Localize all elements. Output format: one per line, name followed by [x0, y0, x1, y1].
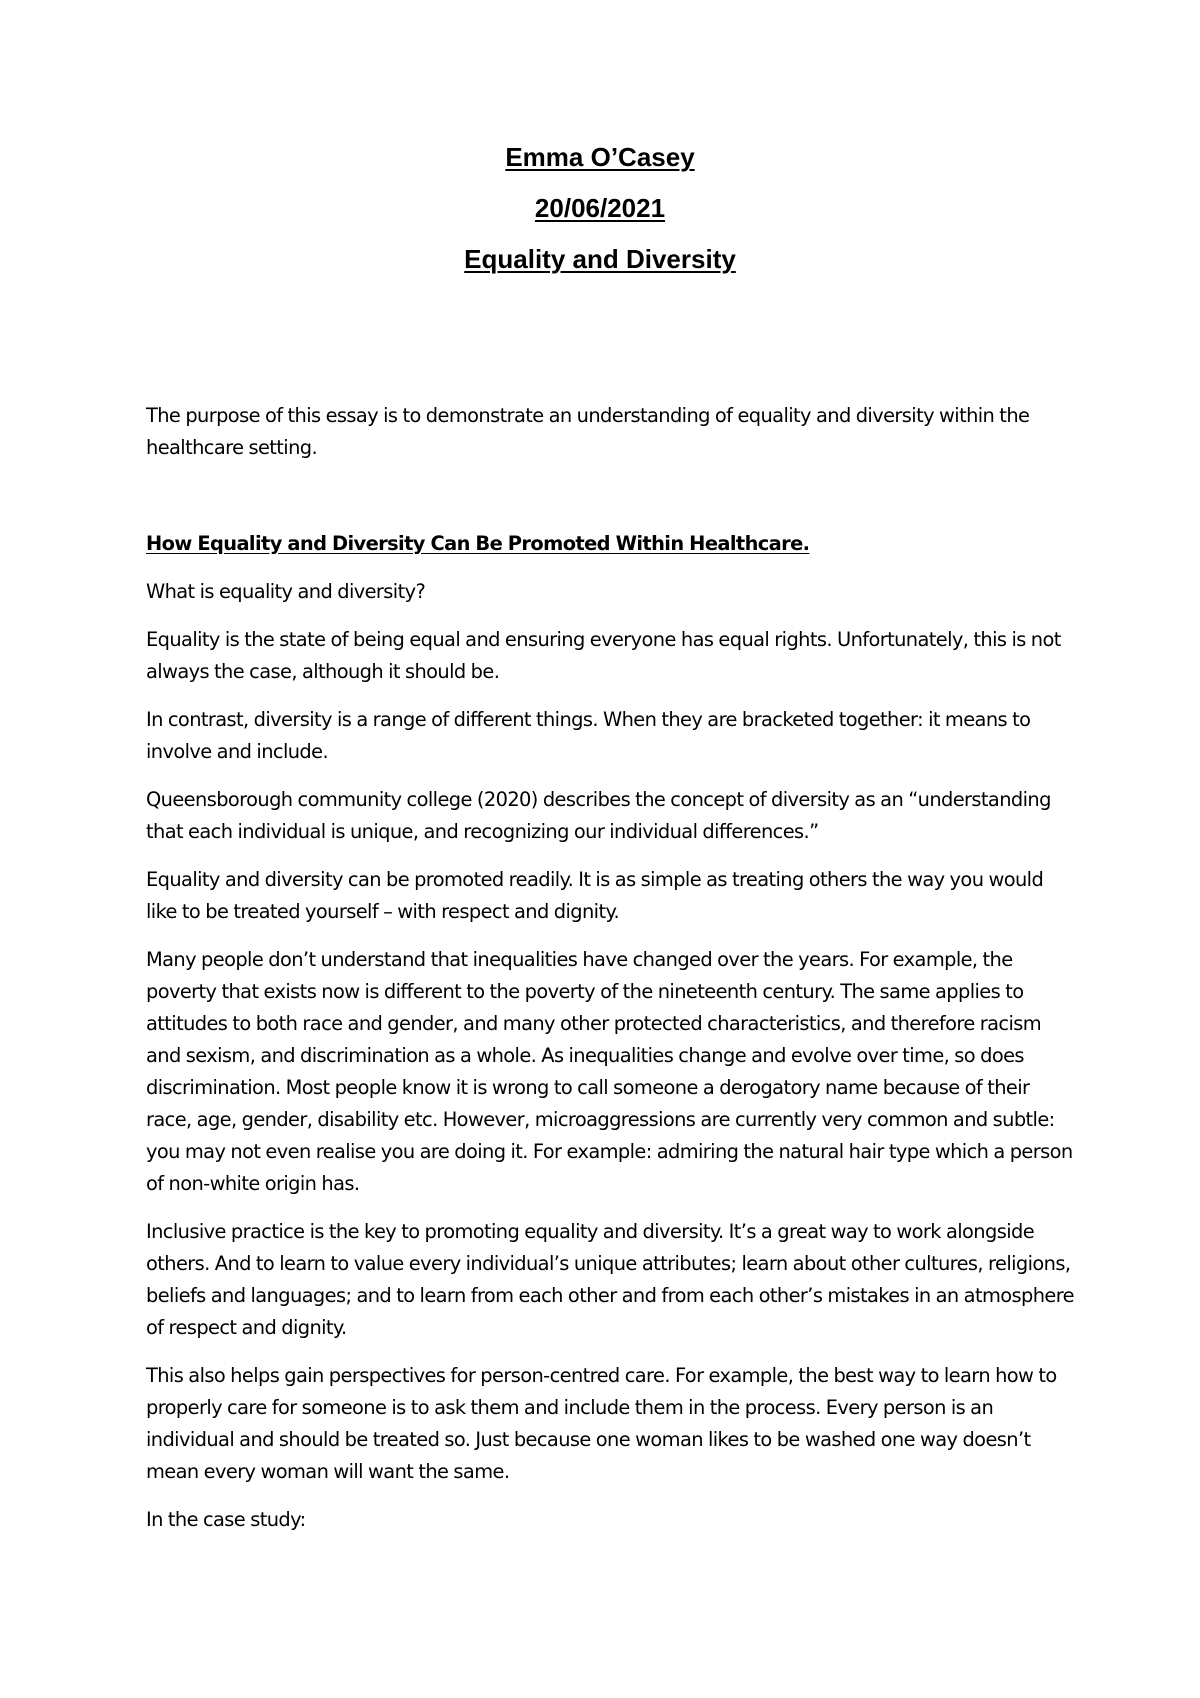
title-line	[0, 242, 1200, 276]
paragraph: Inclusive practice is the key to promoting equality and diversity. It’s a great way to work alongside others. And to learn to value every individual’s unique attributes; learn about other cultures, religions, beliefs and languages; and to learn from each other and from each other’s mistakes in an atmosphere of respect and dignity.	[146, 1220, 1075, 1339]
paragraph: Equality and diversity can be promoted readily. It is as simple as treating others the way you would like to be treated yourself – with respect and dignity.	[146, 868, 1044, 923]
paragraph: This also helps gain perspectives for person-centred care. For example, the best way to learn how to properly care for someone is to ask them and include them in the process. Every person is an individual and should be treated so. Just because one woman likes to be washed one way doesn’t mean every woman will want the same.	[146, 1364, 1057, 1483]
paragraph: Queensborough community college (2020) describes the concept of diversity as an “understanding that each individual is unique, and recognizing our individual differences.”	[146, 788, 1051, 843]
essay-body	[146, 400, 1076, 1552]
author-name: Emma O’Casey	[505, 142, 695, 172]
title-block	[0, 140, 1200, 293]
paragraph: What is equality and diversity?	[146, 580, 426, 603]
paragraph: Many people don’t understand that inequalities have changed over the years. For example, the poverty that exists now is different to the poverty of the nineteenth century. The same applies to attitudes to both race and gender, and many other protected characteristics, and therefore racism and sexism, and discrimination as a whole. As inequalities change and evolve over time, so does discrimination. Most people know it is wrong to call someone a derogatory name because of their race, age, gender, disability etc. However, microaggressions are currently very common and subtle: you may not even realise you are doing it. For example: admiring the natural hair type which a person of non-white origin has.	[146, 948, 1073, 1195]
document-date: 20/06/2021	[534, 193, 666, 223]
paragraph: Equality is the state of being equal and ensuring everyone has equal rights. Unfortunately, this is not always the case, although it should be.	[146, 628, 1061, 683]
paragraph: In contrast, diversity is a range of different things. When they are bracketed together: it means to involve and include.	[146, 708, 1031, 763]
document-title: Equality and Diversity	[464, 244, 736, 274]
intro-paragraph: The purpose of this essay is to demonstrate an understanding of equality and diversity within the healthcare setting.	[146, 404, 1030, 459]
author-line	[0, 140, 1200, 174]
section-heading: How Equality and Diversity Can Be Promoted Within Healthcare.	[146, 532, 810, 555]
paragraph: In the case study:	[146, 1508, 306, 1531]
date-line	[0, 191, 1200, 225]
